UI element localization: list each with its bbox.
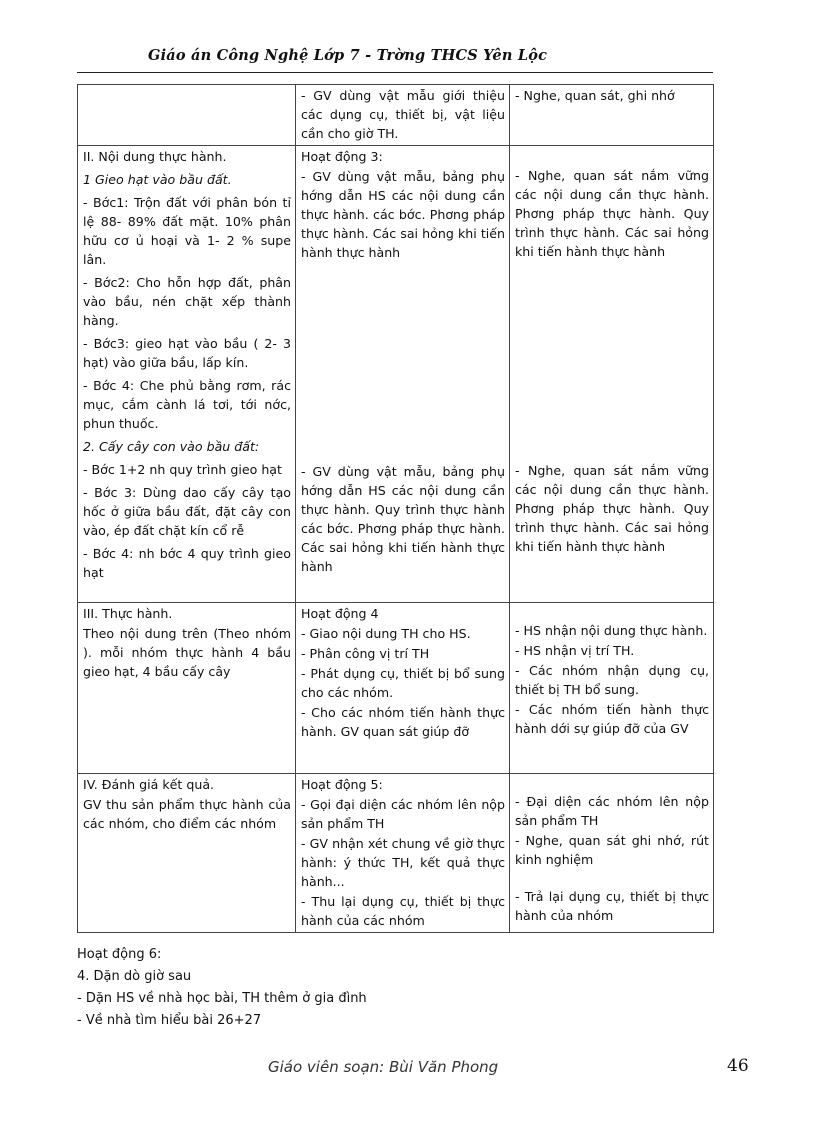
teacher-activity-text: - GV dùng vật mẫu giới thiệu các dụng cụ, thiết bị, vật liệu cần cho giờ TH.	[301, 88, 505, 141]
activity-heading: Hoạt động 5:	[301, 777, 383, 792]
teacher-activity-cell	[296, 774, 510, 933]
student-activity-text: - HS nhận vị trí TH.	[515, 643, 635, 658]
note-line: 4. Dặn dò giờ sau	[77, 969, 192, 984]
activity-heading: Hoạt động 4	[301, 606, 379, 621]
student-activity-cell	[510, 146, 714, 603]
cell-spacer	[515, 775, 709, 792]
student-activity-cell	[510, 774, 714, 933]
table-row	[78, 85, 714, 146]
page-number: 46	[727, 1056, 749, 1076]
teacher-activity-text: - GV dùng vật mẫu, bảng phụ hớng dẫn HS các nội dung cần thực hành. các bớc. Phơng pháp thực hành. Các sai hỏng khi tiến hành thực hành	[301, 169, 505, 260]
student-activity-text: - HS nhận nội dung thực hành.	[515, 623, 708, 638]
activity-heading: Hoạt động 6:	[77, 947, 162, 962]
section-heading: II. Nội dung thực hành.	[83, 149, 227, 164]
table-row	[78, 603, 714, 774]
student-activity-text: - Nghe, quan sát nắm vững các nội dung cần thực hành. Phơng pháp thực hành. Quy trình thực hành. Các sai hỏng khi tiến hành thực hành	[515, 463, 709, 554]
cell-spacer	[515, 604, 709, 621]
student-activity-text: - Nghe, quan sát, ghi nhớ	[515, 88, 675, 103]
student-activity-text: - Các nhóm tiến hành thực hành dới sự giúp đỡ của GV	[515, 702, 709, 736]
teacher-activity-cell	[296, 603, 510, 774]
step-text: - Bớc 4: Che phủ bằng rơm, rác mục, cắm cành lá tơi, tới nớc, phun thuốc.	[83, 378, 291, 431]
lesson-plan-table	[77, 84, 714, 933]
step-text: - Bớc 1+2 nh quy trình gieo hạt	[83, 462, 282, 477]
student-activity-cell	[510, 85, 714, 146]
table-row	[78, 146, 714, 603]
cell-spacer	[301, 262, 505, 462]
teacher-activity-text: - GV dùng vật mẫu, bảng phụ hớng dẫn HS các nội dung cần thực hành. Quy trình thực hành các bớc. Phơng pháp thực hành. Các sai hỏng khi tiến hành thực hành	[301, 464, 505, 574]
subsection-heading: 2. Cấy cây con vào bầu đất:	[83, 439, 260, 454]
teacher-activity-text: - Giao nội dung TH cho HS.	[301, 626, 471, 641]
teacher-activity-text: - Gọi đại diện các nhóm lên nộp sản phẩm TH	[301, 797, 505, 831]
student-activity-cell	[510, 603, 714, 774]
header-rule	[77, 72, 713, 73]
teacher-activity-cell	[296, 146, 510, 603]
cell-spacer	[515, 261, 709, 461]
page-header-title: Giáo án Công Nghệ Lớp 7 - Trờng THCS Yên Lộc	[148, 47, 548, 64]
teacher-activity-cell	[296, 85, 510, 146]
note-line: - Về nhà tìm hiểu bài 26+27	[77, 1013, 262, 1028]
content-cell	[78, 774, 296, 933]
subsection-heading: 1 Gieo hạt vào bầu đất.	[83, 172, 232, 187]
content-cell	[78, 85, 296, 146]
note-line: - Dặn HS về nhà học bài, TH thêm ở gia đình	[77, 991, 367, 1006]
student-activity-text: - Trả lại dụng cụ, thiết bị thực hành của nhóm	[515, 889, 709, 923]
student-activity-text: - Nghe, quan sát nắm vững các nội dung cần thực hành. Phơng pháp thực hành. Quy trình thực hành. Các sai hỏng khi tiến hành thực hành	[515, 168, 709, 259]
content-cell	[78, 603, 296, 774]
content-cell	[78, 146, 296, 603]
activity-heading: Hoạt động 3:	[301, 149, 383, 164]
step-text: - Bớc3: gieo hạt vào bầu ( 2- 3 hạt) vào giữa bầu, lấp kín.	[83, 336, 291, 370]
teacher-activity-text: - GV nhận xét chung về giờ thực hành: ý thức TH, kết quả thực hành...	[301, 836, 505, 889]
teacher-activity-text: - Phân công vị trí TH	[301, 646, 430, 661]
teacher-signature: Giáo viên soạn: Bùi Văn Phong	[268, 1058, 499, 1076]
student-activity-text: - Đại diện các nhóm lên nộp sản phẩm TH	[515, 794, 709, 828]
cell-spacer	[515, 869, 709, 887]
step-text: - Bớc2: Cho hỗn hợp đất, phân vào bầu, nén chặt xếp thành hàng.	[83, 275, 291, 328]
step-text: - Bớc 3: Dùng dao cấy cây tạo hốc ở giữa bầu đất, đặt cây con vào, ép đất chặt kín cổ rễ	[83, 485, 291, 538]
cell-spacer	[515, 147, 709, 166]
teacher-activity-text: - Phát dụng cụ, thiết bị bổ sung cho các nhóm.	[301, 666, 505, 700]
student-activity-text: - Nghe, quan sát ghi nhớ, rút kinh nghiệm	[515, 833, 709, 867]
teacher-activity-text: - Thu lại dụng cụ, thiết bị thực hành của các nhóm	[301, 894, 505, 928]
teacher-activity-text: - Cho các nhóm tiến hành thực hành. GV quan sát giúp đỡ	[301, 705, 505, 739]
student-activity-text: - Các nhóm nhận dụng cụ, thiết bị TH bổ sung.	[515, 663, 709, 697]
section-heading: IV. Đánh giá kết quả.	[83, 777, 215, 792]
section-text: GV thu sản phẩm thực hành của các nhóm, cho điểm các nhóm	[83, 797, 291, 831]
step-text: - Bớc 4: nh bớc 4 quy trình gieo hạt	[83, 546, 291, 580]
homework-notes	[77, 944, 367, 1032]
step-text: - Bớc1: Trộn đất với phân bón tỉ lệ 88- 89% đất mặt. 10% phân hữu cơ ủ hoại và 1- 2 % supe lân.	[83, 195, 291, 267]
section-text: Theo nội dung trên (Theo nhóm ). mỗi nhóm thực hành 4 bầu gieo hạt, 4 bầu cấy cây	[83, 626, 291, 679]
table-row	[78, 774, 714, 933]
section-heading: III. Thực hành.	[83, 606, 173, 621]
